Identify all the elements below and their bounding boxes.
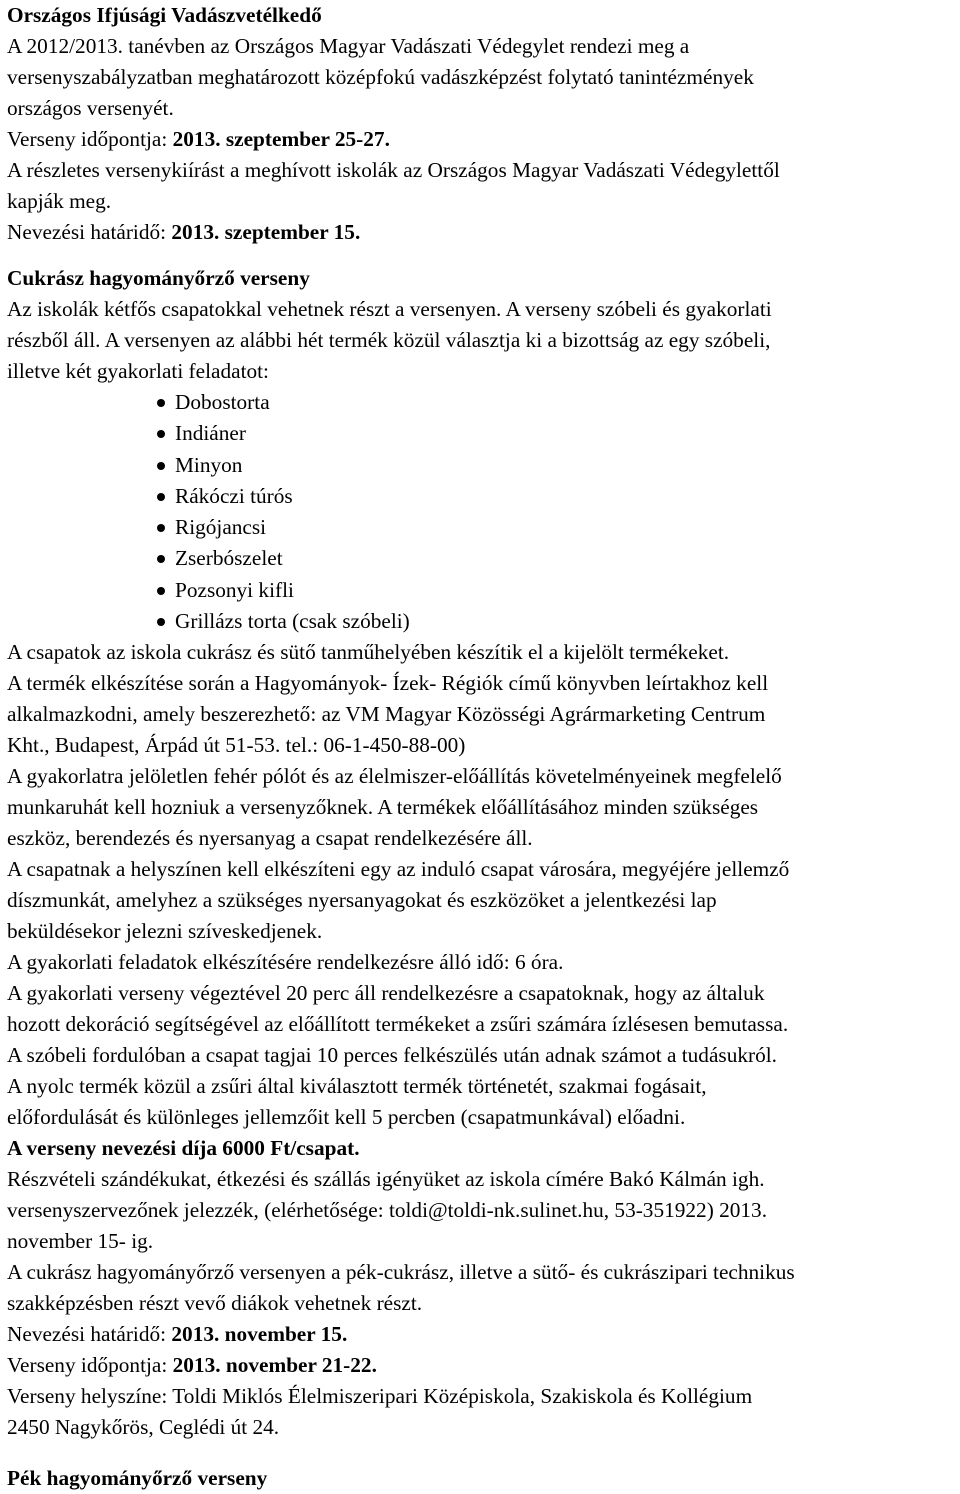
section-title: Pék hagyományőrző verseny — [7, 1466, 268, 1491]
paragraph-line: kapják meg. — [7, 189, 112, 213]
bullet-icon — [157, 493, 165, 501]
deadline-label: Nevezési határidő: — [7, 1322, 172, 1347]
paragraph-line: előfordulását és különleges jellemzőit kell 5 percben (csapatmunkával) előadni. — [7, 1105, 686, 1130]
bullet-icon — [157, 555, 165, 563]
product-list — [7, 387, 957, 637]
date-value: 2013. szeptember 25-27. — [172, 127, 390, 151]
paragraph-line: A termék elkészítése során a Hagyományok- Ízek- Régiók című könyvben leírtakhoz kell — [7, 671, 769, 696]
list-item: Grillázs torta (csak szóbeli) — [157, 606, 957, 637]
paragraph-line: országos versenyét. — [7, 96, 174, 120]
paragraph-line: A cukrász hagyományőrző versenyen a pék-cukrász, illetve a sütő- és cukrászipari technikus — [7, 1260, 795, 1285]
paragraph-line: A nyolc termék közül a zsűri által kiválasztott termék történetét, szakmai fogásait, — [7, 1074, 707, 1099]
entry-deadline — [7, 217, 957, 248]
date-value: 2013. november 21-22. — [172, 1353, 377, 1378]
bullet-icon — [157, 524, 165, 532]
paragraph-line: A csapatok az iskola cukrász és sütő tanműhelyében készítik el a kijelölt termékeket. — [7, 640, 730, 665]
list-item: Pozsonyi kifli — [157, 575, 957, 606]
deadline-value: 2013. szeptember 15. — [171, 220, 361, 244]
paragraph-line: alkalmazkodni, amely beszerezhető: az VM Magyar Közösségi Agrármarketing Centrum — [7, 702, 766, 727]
section-vadasz — [7, 0, 957, 248]
section-cukrasz — [7, 263, 957, 1443]
paragraph-line: november 15- ig. — [7, 1229, 154, 1254]
section-title: Országos Ifjúsági Vadászvetélkedő — [7, 3, 322, 27]
paragraph-line: hozott dekoráció segítségével az előállított termékeket a zsűri számára ízlésesen bemutassa. — [7, 1012, 789, 1037]
deadline-label: Nevezési határidő: — [7, 220, 172, 244]
paragraph-line: A csapatnak a helyszínen kell elkészíteni egy az induló csapat városára, megyéjére jellemző — [7, 857, 790, 882]
list-item: Rákóczi túrós — [157, 481, 957, 512]
list-item: Dobostorta — [157, 387, 957, 418]
date-label: Verseny időpontja: — [7, 127, 173, 151]
section-pek — [7, 1463, 957, 1494]
list-item: Rigójancsi — [157, 512, 957, 543]
deadline-value: 2013. november 15. — [171, 1322, 348, 1347]
spacer — [7, 1443, 957, 1463]
date-label: Verseny időpontja: — [7, 1353, 173, 1378]
section-title: Cukrász hagyományőrző verseny — [7, 266, 310, 290]
paragraph-line: A gyakorlatra jelöletlen fehér pólót és az élelmiszer-előállítás követelményeinek megfelelő — [7, 764, 782, 789]
paragraph-line: A szóbeli fordulóban a csapat tagjai 10 perces felkészülés után adnak számot a tudásukról. — [7, 1043, 777, 1068]
paragraph-line: Az iskolák kétfős csapatokkal vehetnek részt a versenyen. A verseny szóbeli és gyakorlati — [7, 297, 772, 321]
bullet-icon — [157, 587, 165, 595]
venue-line: Verseny helyszíne: Toldi Miklós Élelmiszeripari Középiskola, Szakiskola és Kollégium — [7, 1384, 753, 1409]
paragraph-line: beküldésekor jelezni szíveskedjenek. — [7, 919, 323, 944]
spacer — [7, 248, 957, 263]
bullet-icon — [157, 618, 165, 626]
paragraph-line: A gyakorlati verseny végeztével 20 perc áll rendelkezésre a csapatoknak, hogy az általuk — [7, 981, 765, 1006]
document-page — [7, 0, 957, 1494]
competition-date — [7, 1350, 957, 1381]
paragraph-line: munkaruhát kell hozniuk a versenyzőknek. A termékek előállításához minden szükséges — [7, 795, 759, 820]
list-item: Minyon — [157, 450, 957, 481]
paragraph-line: szakképzésben részt vevő diákok vehetnek részt. — [7, 1291, 423, 1316]
paragraph-line: részből áll. A versenyen az alábbi hét termék közül választja ki a bizottság az egy szóbeli, — [7, 328, 771, 352]
paragraph-line: versenyszabályzatban meghatározott középfokú vadászképzést folytató tanintézmények — [7, 65, 754, 89]
bullet-icon — [157, 462, 165, 470]
venue-line: 2450 Nagykőrös, Ceglédi út 24. — [7, 1415, 280, 1440]
paragraph-line: eszköz, berendezés és nyersanyag a csapat rendelkezésére áll. — [7, 826, 533, 851]
list-item: Indiáner — [157, 418, 957, 449]
bullet-icon — [157, 399, 165, 407]
paragraph-line: versenyszervezőnek jelezzék, (elérhetősége: toldi@toldi-nk.sulinet.hu, 53-351922) 2013. — [7, 1198, 768, 1223]
paragraph-line: Kht., Budapest, Árpád út 51-53. tel.: 06-1-450-88-00) — [7, 733, 466, 758]
entry-fee: A verseny nevezési díja 6000 Ft/csapat. — [7, 1136, 360, 1161]
entry-deadline — [7, 1319, 957, 1350]
paragraph-line: A gyakorlati feladatok elkészítésére rendelkezésre álló idő: 6 óra. — [7, 950, 564, 975]
paragraph-line: illetve két gyakorlati feladatot: — [7, 359, 269, 383]
bullet-icon — [157, 430, 165, 438]
paragraph-line: A részletes versenykiírást a meghívott iskolák az Országos Magyar Vadászati Védegylettől — [7, 158, 780, 182]
competition-date — [7, 124, 957, 155]
paragraph-line: díszmunkát, amelyhez a szükséges nyersanyagokat és eszközöket a jelentkezési lap — [7, 888, 717, 913]
paragraph-line: A 2012/2013. tanévben az Országos Magyar Vadászati Védegylet rendezi meg a — [7, 34, 690, 58]
list-item: Zserbószelet — [157, 543, 957, 574]
paragraph-line: Részvételi szándékukat, étkezési és szállás igényüket az iskola címére Bakó Kálmán igh. — [7, 1167, 765, 1192]
